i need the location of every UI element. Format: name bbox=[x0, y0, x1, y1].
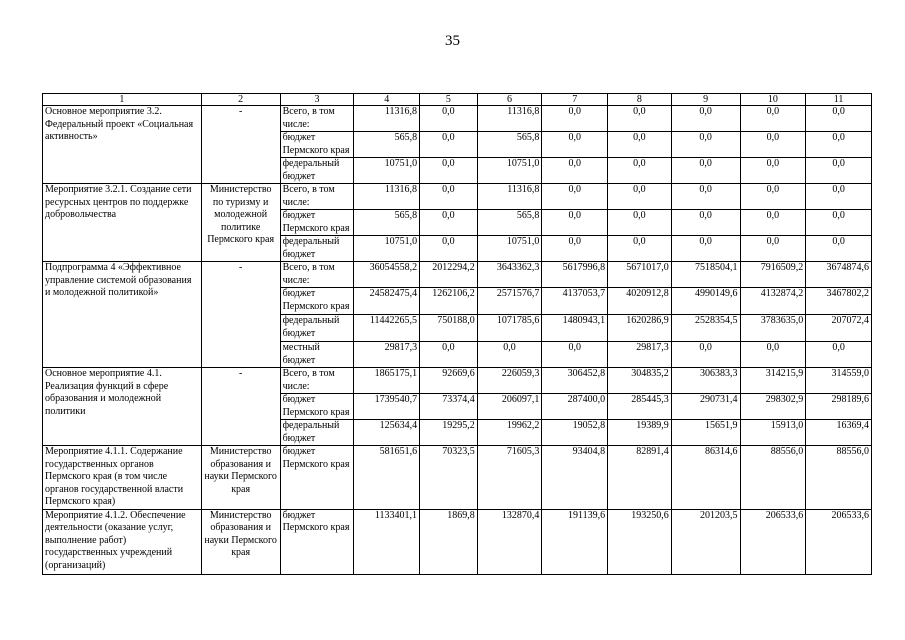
amount-cell: 0,0 bbox=[806, 342, 872, 368]
amount-cell: 201203,5 bbox=[671, 509, 740, 574]
amount-cell: 1133401,1 bbox=[354, 509, 420, 574]
amount-cell: 0,0 bbox=[542, 158, 608, 184]
amount-cell: 0,0 bbox=[740, 158, 806, 184]
header-cell: 2 bbox=[201, 94, 280, 106]
amount-cell: 92669,6 bbox=[420, 368, 478, 394]
amount-cell: 93404,8 bbox=[542, 446, 608, 510]
amount-cell: 304835,2 bbox=[608, 368, 672, 394]
amount-cell: 206533,6 bbox=[806, 509, 872, 574]
funding-source: Всего, в том числе: bbox=[280, 184, 354, 210]
funding-source: бюджет Пермского края bbox=[280, 132, 354, 158]
amount-cell: 11316,8 bbox=[477, 184, 542, 210]
responsible-executor: Министерство образования и науки Пермского края bbox=[201, 446, 280, 510]
amount-cell: 565,8 bbox=[354, 210, 420, 236]
amount-cell: 314215,9 bbox=[740, 368, 806, 394]
amount-cell: 7916509,2 bbox=[740, 262, 806, 288]
activity-name: Основное мероприятие 4.1. Реализация функций в сфере образования и молодежной политики bbox=[43, 368, 202, 446]
header-row bbox=[43, 94, 872, 106]
amount-cell: 4990149,6 bbox=[671, 288, 740, 315]
amount-cell: 0,0 bbox=[806, 184, 872, 210]
amount-cell: 0,0 bbox=[420, 158, 478, 184]
amount-cell: 0,0 bbox=[477, 342, 542, 368]
amount-cell: 0,0 bbox=[740, 236, 806, 262]
amount-cell: 287400,0 bbox=[542, 394, 608, 420]
budget-table bbox=[42, 93, 872, 575]
amount-cell: 11316,8 bbox=[354, 184, 420, 210]
amount-cell: 88556,0 bbox=[806, 446, 872, 510]
amount-cell: 4137053,7 bbox=[542, 288, 608, 315]
amount-cell: 0,0 bbox=[542, 132, 608, 158]
header-cell: 9 bbox=[671, 94, 740, 106]
amount-cell: 36054558,2 bbox=[354, 262, 420, 288]
amount-cell: 10751,0 bbox=[354, 158, 420, 184]
amount-cell: 0,0 bbox=[671, 132, 740, 158]
page-number: 35 bbox=[445, 33, 460, 49]
amount-cell: 306452,8 bbox=[542, 368, 608, 394]
amount-cell: 2528354,5 bbox=[671, 315, 740, 342]
responsible-executor: - bbox=[201, 262, 280, 368]
amount-cell: 0,0 bbox=[420, 106, 478, 132]
amount-cell: 0,0 bbox=[542, 106, 608, 132]
amount-cell: 0,0 bbox=[608, 132, 672, 158]
table-row bbox=[43, 106, 872, 132]
amount-cell: 0,0 bbox=[608, 106, 672, 132]
activity-name: Мероприятие 4.1.2. Обеспечение деятельности (оказание услуг, выполнение работ) государственных учреждений (организаций) bbox=[43, 509, 202, 574]
amount-cell: 0,0 bbox=[608, 210, 672, 236]
amount-cell: 16369,4 bbox=[806, 420, 872, 446]
amount-cell: 207072,4 bbox=[806, 315, 872, 342]
amount-cell: 19052,8 bbox=[542, 420, 608, 446]
funding-source: бюджет Пермского края bbox=[280, 509, 354, 574]
funding-source: федеральный бюджет bbox=[280, 420, 354, 446]
activity-name: Мероприятие 4.1.1. Содержание государственных органов Пермского края (в том числе органов государственной власти Пермского края) bbox=[43, 446, 202, 510]
amount-cell: 0,0 bbox=[806, 210, 872, 236]
amount-cell: 206533,6 bbox=[740, 509, 806, 574]
activity-name: Мероприятие 3.2.1. Создание сети ресурсных центров по поддержке добровольчества bbox=[43, 184, 202, 262]
amount-cell: 565,8 bbox=[477, 210, 542, 236]
amount-cell: 3467802,2 bbox=[806, 288, 872, 315]
amount-cell: 10751,0 bbox=[354, 236, 420, 262]
amount-cell: 285445,3 bbox=[608, 394, 672, 420]
amount-cell: 19389,9 bbox=[608, 420, 672, 446]
amount-cell: 1620286,9 bbox=[608, 315, 672, 342]
amount-cell: 86314,6 bbox=[671, 446, 740, 510]
amount-cell: 132870,4 bbox=[477, 509, 542, 574]
funding-source: Всего, в том числе: bbox=[280, 262, 354, 288]
funding-source: Всего, в том числе: bbox=[280, 106, 354, 132]
header-cell: 4 bbox=[354, 94, 420, 106]
amount-cell: 565,8 bbox=[354, 132, 420, 158]
amount-cell: 3783635,0 bbox=[740, 315, 806, 342]
amount-cell: 1865175,1 bbox=[354, 368, 420, 394]
amount-cell: 581651,6 bbox=[354, 446, 420, 510]
amount-cell: 0,0 bbox=[806, 132, 872, 158]
amount-cell: 7518504,1 bbox=[671, 262, 740, 288]
amount-cell: 19962,2 bbox=[477, 420, 542, 446]
amount-cell: 1480943,1 bbox=[542, 315, 608, 342]
amount-cell: 19295,2 bbox=[420, 420, 478, 446]
amount-cell: 88556,0 bbox=[740, 446, 806, 510]
amount-cell: 29817,3 bbox=[354, 342, 420, 368]
amount-cell: 1739540,7 bbox=[354, 394, 420, 420]
amount-cell: 298302,9 bbox=[740, 394, 806, 420]
amount-cell: 10751,0 bbox=[477, 158, 542, 184]
amount-cell: 71605,3 bbox=[477, 446, 542, 510]
amount-cell: 306383,3 bbox=[671, 368, 740, 394]
table-row bbox=[43, 368, 872, 394]
table-row bbox=[43, 262, 872, 288]
amount-cell: 3643362,3 bbox=[477, 262, 542, 288]
amount-cell: 0,0 bbox=[608, 158, 672, 184]
amount-cell: 0,0 bbox=[542, 210, 608, 236]
header-cell: 7 bbox=[542, 94, 608, 106]
amount-cell: 0,0 bbox=[420, 184, 478, 210]
amount-cell: 0,0 bbox=[740, 210, 806, 236]
amount-cell: 0,0 bbox=[542, 184, 608, 210]
header-cell: 6 bbox=[477, 94, 542, 106]
activity-name: Подпрограмма 4 «Эффективное управление системой образования и молодежной политикой» bbox=[43, 262, 202, 368]
amount-cell: 1071785,6 bbox=[477, 315, 542, 342]
amount-cell: 2012294,2 bbox=[420, 262, 478, 288]
amount-cell: 0,0 bbox=[608, 236, 672, 262]
table-row bbox=[43, 184, 872, 210]
header-cell: 1 bbox=[43, 94, 202, 106]
funding-source: местный бюджет bbox=[280, 342, 354, 368]
amount-cell: 11316,8 bbox=[354, 106, 420, 132]
amount-cell: 4132874,2 bbox=[740, 288, 806, 315]
amount-cell: 750188,0 bbox=[420, 315, 478, 342]
amount-cell: 191139,6 bbox=[542, 509, 608, 574]
header-cell: 5 bbox=[420, 94, 478, 106]
amount-cell: 73374,4 bbox=[420, 394, 478, 420]
amount-cell: 5617996,8 bbox=[542, 262, 608, 288]
header-cell: 11 bbox=[806, 94, 872, 106]
amount-cell: 0,0 bbox=[671, 342, 740, 368]
amount-cell: 0,0 bbox=[806, 236, 872, 262]
responsible-executor: - bbox=[201, 106, 280, 184]
amount-cell: 0,0 bbox=[740, 184, 806, 210]
responsible-executor: Министерство образования и науки Пермского края bbox=[201, 509, 280, 574]
amount-cell: 0,0 bbox=[671, 210, 740, 236]
amount-cell: 0,0 bbox=[420, 236, 478, 262]
amount-cell: 0,0 bbox=[806, 106, 872, 132]
amount-cell: 0,0 bbox=[420, 210, 478, 236]
amount-cell: 0,0 bbox=[420, 342, 478, 368]
funding-source: федеральный бюджет bbox=[280, 158, 354, 184]
amount-cell: 15913,0 bbox=[740, 420, 806, 446]
amount-cell: 0,0 bbox=[671, 106, 740, 132]
amount-cell: 0,0 bbox=[806, 158, 872, 184]
funding-source: Всего, в том числе: bbox=[280, 368, 354, 394]
header-cell: 10 bbox=[740, 94, 806, 106]
amount-cell: 125634,4 bbox=[354, 420, 420, 446]
amount-cell: 3674874,6 bbox=[806, 262, 872, 288]
amount-cell: 0,0 bbox=[608, 184, 672, 210]
amount-cell: 226059,3 bbox=[477, 368, 542, 394]
amount-cell: 0,0 bbox=[671, 158, 740, 184]
responsible-executor: Министерство по туризму и молодежной политике Пермского края bbox=[201, 184, 280, 262]
amount-cell: 2571576,7 bbox=[477, 288, 542, 315]
table-row bbox=[43, 446, 872, 510]
amount-cell: 11442265,5 bbox=[354, 315, 420, 342]
amount-cell: 10751,0 bbox=[477, 236, 542, 262]
responsible-executor: - bbox=[201, 368, 280, 446]
amount-cell: 5671017,0 bbox=[608, 262, 672, 288]
amount-cell: 1869,8 bbox=[420, 509, 478, 574]
header-cell: 8 bbox=[608, 94, 672, 106]
amount-cell: 314559,0 bbox=[806, 368, 872, 394]
funding-source: бюджет Пермского края bbox=[280, 446, 354, 510]
table-row bbox=[43, 509, 872, 574]
amount-cell: 1262106,2 bbox=[420, 288, 478, 315]
amount-cell: 0,0 bbox=[671, 236, 740, 262]
amount-cell: 0,0 bbox=[542, 342, 608, 368]
amount-cell: 193250,6 bbox=[608, 509, 672, 574]
amount-cell: 0,0 bbox=[420, 132, 478, 158]
header-cell: 3 bbox=[280, 94, 354, 106]
amount-cell: 82891,4 bbox=[608, 446, 672, 510]
amount-cell: 290731,4 bbox=[671, 394, 740, 420]
amount-cell: 0,0 bbox=[740, 342, 806, 368]
funding-source: бюджет Пермского края bbox=[280, 288, 354, 315]
amount-cell: 15651,9 bbox=[671, 420, 740, 446]
amount-cell: 24582475,4 bbox=[354, 288, 420, 315]
amount-cell: 565,8 bbox=[477, 132, 542, 158]
amount-cell: 298189,6 bbox=[806, 394, 872, 420]
amount-cell: 0,0 bbox=[671, 184, 740, 210]
amount-cell: 70323,5 bbox=[420, 446, 478, 510]
funding-source: федеральный бюджет bbox=[280, 236, 354, 262]
amount-cell: 0,0 bbox=[740, 132, 806, 158]
amount-cell: 4020912,8 bbox=[608, 288, 672, 315]
funding-source: федеральный бюджет bbox=[280, 315, 354, 342]
amount-cell: 0,0 bbox=[542, 236, 608, 262]
amount-cell: 11316,8 bbox=[477, 106, 542, 132]
amount-cell: 0,0 bbox=[740, 106, 806, 132]
amount-cell: 29817,3 bbox=[608, 342, 672, 368]
funding-source: бюджет Пермского края bbox=[280, 210, 354, 236]
funding-source: бюджет Пермского края bbox=[280, 394, 354, 420]
amount-cell: 206097,1 bbox=[477, 394, 542, 420]
activity-name: Основное мероприятие 3.2. Федеральный проект «Социальная активность» bbox=[43, 106, 202, 184]
